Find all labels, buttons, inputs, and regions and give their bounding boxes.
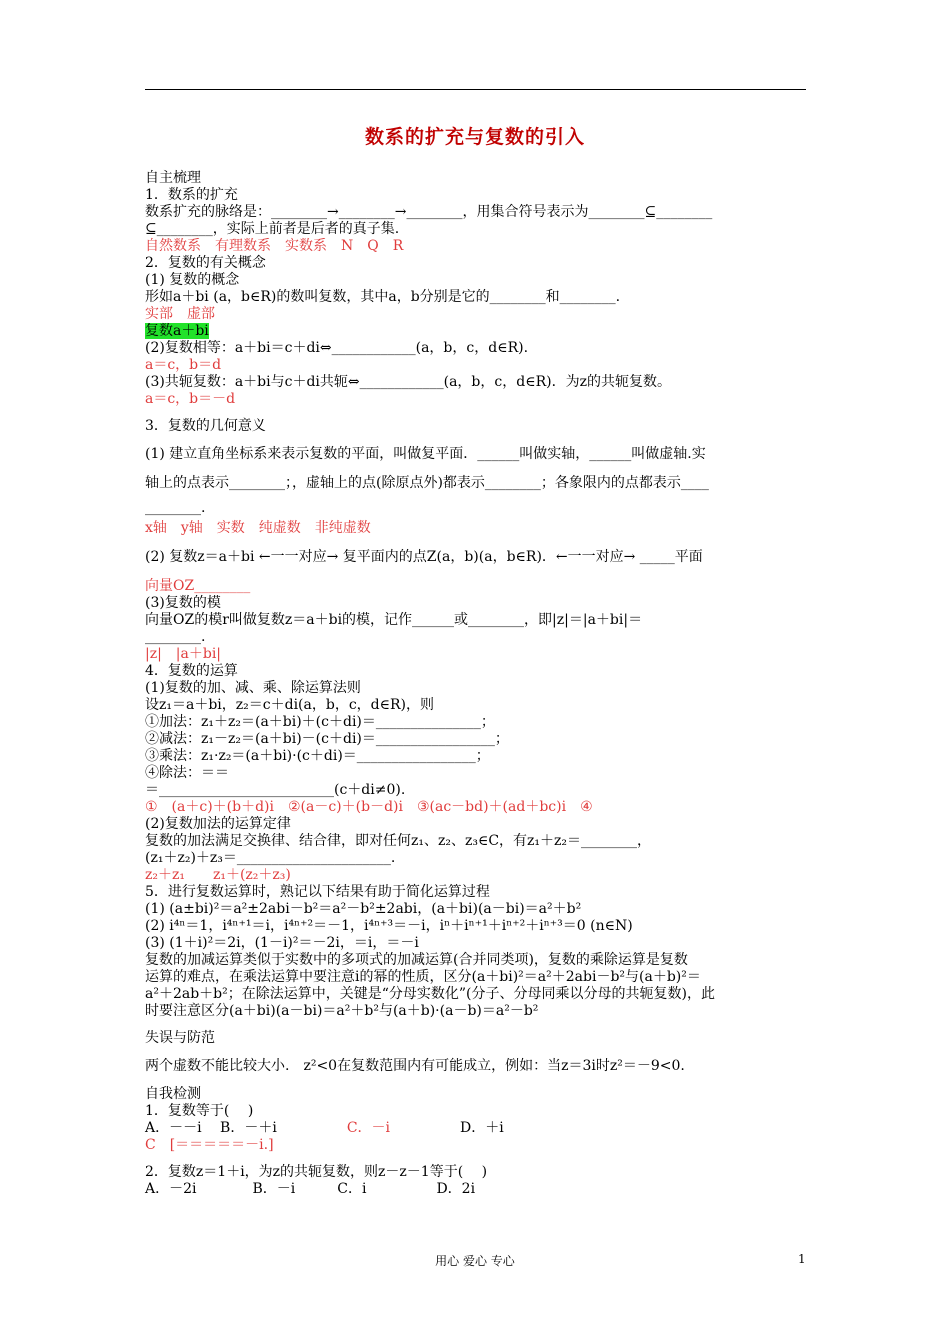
text-line: (1) 建立直角坐标系来表示复数的平面，叫做复平面．______叫做实轴，______叫做虚轴.实 (145, 446, 706, 462)
text-line: (1) 复数的概念 (145, 272, 240, 288)
text-line: 向量OZ的模r叫做复数z＝a＋bi的模，记作______或________，即|z|＝|a＋bi|＝ (145, 612, 643, 628)
text-line: (z₁＋z₂)＋z₃＝______________________. (145, 850, 396, 866)
answer-line: C [＝＝＝＝＝－i.] (145, 1137, 274, 1153)
text-line: ④除法：＝＝ (145, 765, 229, 781)
page-number: 1 (798, 1252, 806, 1266)
text-line: 自主梳理 (145, 170, 201, 186)
text-line: 1．复数等于( ) (145, 1103, 254, 1119)
text-line: 运算的难点，在乘法运算中要注意i的幂的性质，区分(a＋bi)²＝a²＋2abi－b²与(a＋b)²＝ (145, 969, 701, 985)
text-line: (1)复数的加、减、乘、除运算法则 (145, 680, 361, 696)
text-line: (2)复数加法的运算定律 (145, 816, 291, 832)
answer-line: a＝c，b＝d (145, 357, 222, 373)
text-line: 2．复数的有关概念 (145, 255, 266, 271)
text-line: 时要注意区分(a＋bi)(a－bi)＝a²＋b²与(a＋b)·(a－b)＝a²－b² (145, 1003, 539, 1019)
text-line: 复数的加减运算类似于实数中的多项式的加减运算(合并同类项)，复数的乘除运算是复数 (145, 952, 688, 968)
text-line: (3)复数的模 (145, 595, 221, 611)
footer-text: 用心 爱心 专心 (435, 1254, 515, 1268)
answer-line: 向量OZ________ (145, 578, 251, 594)
text-line: A．－－i B．－＋i C．－i D．＋i (145, 1120, 504, 1136)
text-line: 两个虚数不能比较大小. z²<0在复数范围内有可能成立，例如：当z＝3i时z²＝－9<0. (145, 1058, 685, 1074)
text-line: 1．数系的扩充 (145, 187, 238, 203)
answer-line: 实部 虚部 (145, 306, 215, 322)
text-line: (2)复数相等：a＋bi＝c＋di⇔____________(a，b，c，d∈R). (145, 340, 529, 356)
text-line: (1) (a±bi)²＝a²±2abi－b²＝a²－b²±2abi，(a＋bi)(a－bi)＝a²＋b² (145, 901, 582, 917)
header-rule (145, 89, 806, 90)
text-line: (3) (1＋i)²＝2i，(1－i)²＝－2i，＝i，＝－i (145, 935, 419, 951)
text-line: 自我检测 (145, 1086, 201, 1102)
text-line: 5．进行复数运算时，熟记以下结果有助于简化运算过程 (145, 884, 490, 900)
page-title: 数系的扩充与复数的引入 (364, 126, 585, 148)
text-line: 数系扩充的脉络是：________→________→________，用集合符号表示为________⊆________ (145, 204, 713, 220)
text-line: 失误与防范 (145, 1030, 215, 1046)
highlighted-text: 复数a＋bi (145, 323, 209, 339)
answer-line: a＝c，b＝－d (145, 391, 236, 407)
text-line: a²＋2ab＋b²；在除法运算中，关键是“分母实数化”(分子、分母同乘以分母的共轭复数)，此 (145, 986, 715, 1002)
answer-line: 自然数系 有理数系 实数系 N Q R (145, 238, 404, 254)
answer-line: |z| |a＋bi| (145, 646, 222, 662)
text-line: (2) i⁴ⁿ＝1，i⁴ⁿ⁺¹＝i，i⁴ⁿ⁺²＝－1，i⁴ⁿ⁺³＝－i，iⁿ＋iⁿ⁺¹＋iⁿ⁺²＋iⁿ⁺³＝0 (n∈N) (145, 918, 633, 934)
text-line: ①加法：z₁＋z₂＝(a＋bi)＋(c＋di)＝_______________； (145, 714, 495, 730)
text-line: (2) 复数z＝a＋bi ←一一对应→ 复平面内的点Z(a，b)(a，b∈R)．←一一对应→ _____平面 (145, 549, 703, 565)
text-line: (3)共轭复数：a＋bi与c＋di共轭⇔____________(a，b，c，d∈R)．为z的共轭复数。 (145, 374, 671, 390)
text-line: 设z₁＝a＋bi，z₂＝c＋di(a，b，c，d∈R)，则 (145, 697, 434, 713)
text-line: 形如a＋bi (a，b∈R)的数叫复数，其中a，b分别是它的________和________. (145, 289, 621, 305)
answer-line: z₂＋z₁ z₁＋(z₂＋z₃) (145, 867, 291, 883)
text-line: A．－2i B．－i C．i D．2i (145, 1181, 476, 1197)
text-line: ②减法：z₁－z₂＝(a＋bi)－(c＋di)＝_________________； (145, 731, 509, 747)
text-line: ________. (145, 500, 206, 516)
text-line: 3．复数的几何意义 (145, 418, 266, 434)
text-line: 2．复数z＝1＋i，为z的共轭复数，则z－z－1等于( ) (145, 1164, 488, 1180)
text-line: 轴上的点表示________；，虚轴上的点(除原点外)都表示________；各象限内的点都表示____ (145, 475, 709, 491)
answer-line: ① (a＋c)＋(b＋d)i ②(a－c)＋(b－d)i ③(ac－bd)＋(ad＋bc)i ④ (145, 799, 593, 815)
text-line (145, 323, 209, 340)
text-line: ＝_________________________(c＋di≠0). (145, 782, 406, 798)
text-line: 复数的加法满足交换律、结合律，即对任何z₁、z₂、z₃∈C，有z₁＋z₂＝________， (145, 833, 652, 849)
text-line: ________. (145, 629, 206, 645)
text-line: ⊆________，实际上前者是后者的真子集. (145, 221, 400, 237)
text-line: 4．复数的运算 (145, 663, 238, 679)
correct-option: C．－i (346, 1120, 391, 1136)
text-line: ③乘法：z₁·z₂＝(a＋bi)·(c＋di)＝_________________； (145, 748, 490, 764)
answer-line: x轴 y轴 实数 纯虚数 非纯虚数 (145, 520, 371, 536)
